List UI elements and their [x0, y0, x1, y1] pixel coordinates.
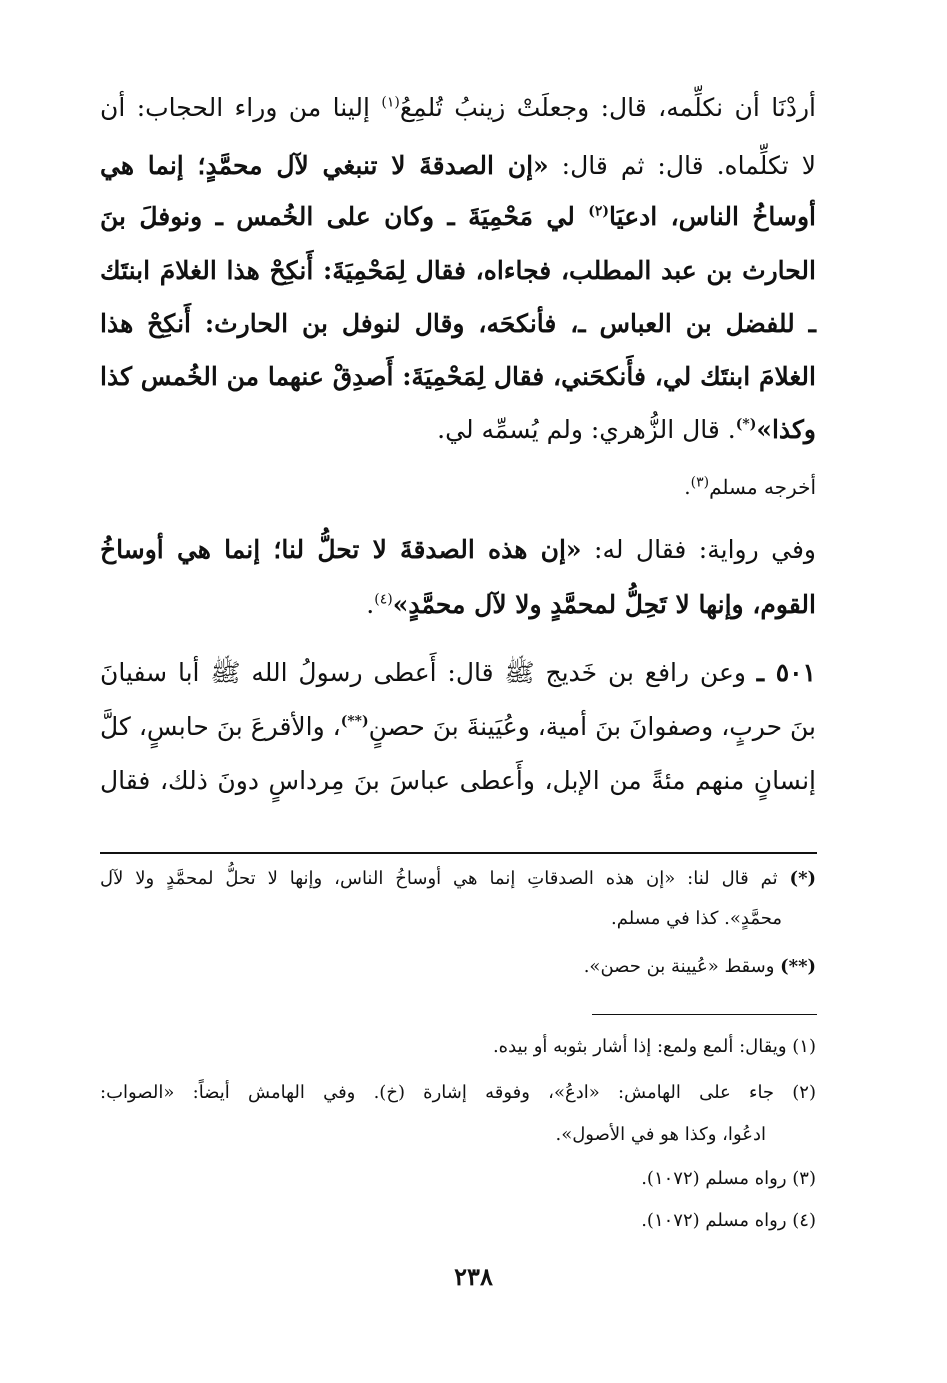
- footnote-4: (٤) رواه مسلم (١٠٧٢).: [641, 1210, 816, 1231]
- note-double-star: (**) وسقط «عُيينة بن حصن».: [583, 956, 816, 977]
- hadith-501-first-line: ٥٠١ ـ وعن رافع بن خَديج ﷺ قال: أَعطى رسولُ الله ﷺ أبا سفيانَ: [100, 658, 816, 687]
- text-line: ـ للفضل بن العباس ـ، فأنكحَه، وقال لنوفل بن الحارث: أَنكِحْ هذا: [100, 309, 816, 338]
- note-star: (*) ثم قال لنا: «إن هذه الصدقاتِ إنما هي أوساخُ الناس، وإنها لا تحلُّ لمحمَّدٍ ولا لآل: [100, 868, 816, 889]
- notes-divider: [100, 852, 817, 854]
- text-line: وكذا»(*). قال الزُّهري: ولم يُسمِّه لي.: [437, 415, 816, 444]
- text-line: بنَ حربٍ، وصفوانَ بنَ أمية، وعُيَينةَ بنَ حصنٍ(**)، والأقرعَ بنَ حابسٍ، كلَّ: [100, 712, 817, 741]
- note-star-continued: محمَّدٍ». كذا في مسلم.: [611, 908, 782, 929]
- text-line: الحارث بن عبد المطلب، فجاءاه، فقال لِمَحْمِيَةَ: أَنكِحْ هذا الغلامَ ابنتَك: [100, 256, 816, 285]
- footnote-1: (١) ويقال: ألمع ولمع: إذا أشار بثوبه أو بيده.: [492, 1036, 816, 1057]
- footnote-2-continued: ادعُوا، وكذا هو في الأصول».: [555, 1124, 766, 1145]
- source-citation: أخرجه مسلم$^{(٣)}$.: [684, 474, 816, 499]
- text-line: وفي رواية: فقال له: «إن هذه الصدقةَ لا تحلُّ لنا؛ إنما هي أوساخُ: [100, 535, 816, 564]
- text-line: أوساخُ الناس، ادعيَا$^{(٢)}$ لي مَحْمِيَةَ ـ وكان على الخُمس ـ ونوفلَ بنَ: [100, 202, 816, 231]
- text-line: أردْنَا أن نكلِّمه، قال: وجعلَتْ زينبُ تُلمِعُ$^{(١)}$ إلينا من وراء الحجاب: أن: [100, 93, 816, 122]
- footnote-2: (٢) جاء على الهامش: «ادعُ»، وفوقه إشارة (خ). وفي الهامش أيضاً: «الصواب:: [100, 1082, 816, 1103]
- text-line: لا تكلِّماه. قال: ثم قال: «إن الصدقةَ لا تنبغي لآل محمَّدٍ؛ إنما هي: [100, 151, 816, 180]
- hadith-number: ٥٠١ ـ: [756, 658, 816, 687]
- page-number: ٢٣٨: [454, 1262, 493, 1291]
- text-line: إنسانٍ منهم مئةً من الإبل، وأَعطى عباسَ بنَ مِرداسٍ دونَ ذلك، فقال: [100, 766, 816, 795]
- text-line: القوم، وإنها لا تَحِلُّ لمحمَّدٍ ولا لآل محمَّدٍ»$^{(٤)}$.: [366, 590, 816, 619]
- footnotes-divider: [592, 1014, 817, 1015]
- footnote-3: (٣) رواه مسلم (١٠٧٢).: [641, 1168, 816, 1189]
- text-line: الغلامَ ابنتَك لي، فأَنكحَني، فقال لِمَحْمِيَةَ: أَصدِقْ عنهما من الخُمس كذا: [100, 362, 816, 391]
